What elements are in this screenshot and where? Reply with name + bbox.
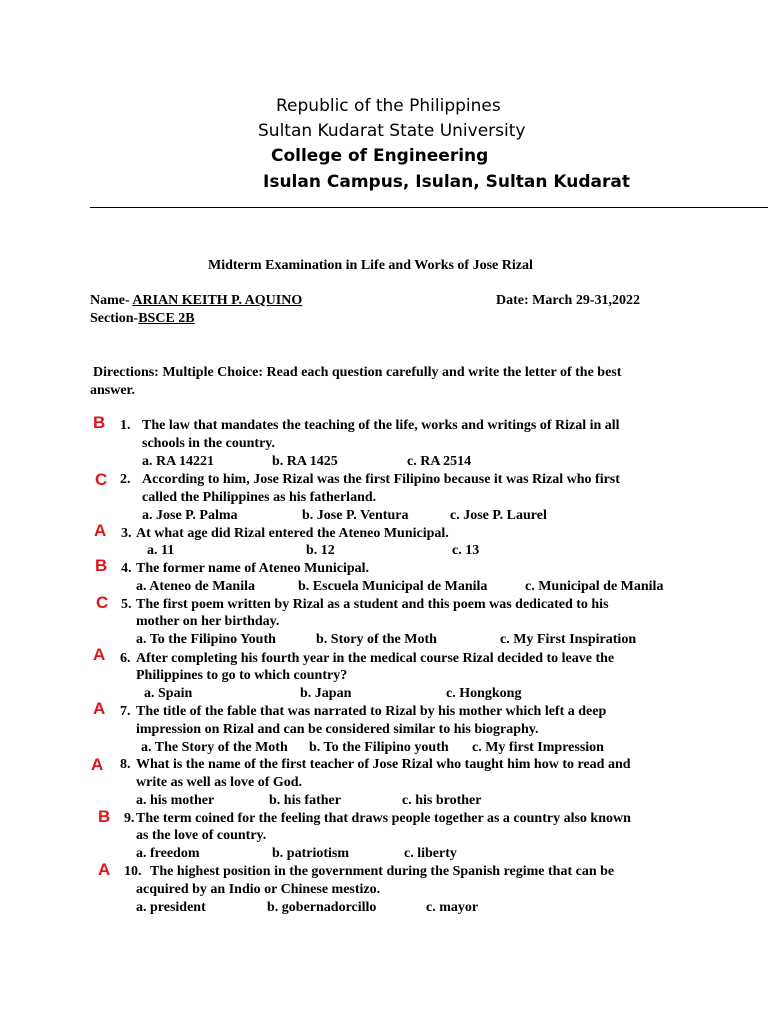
answer-mark: B [98, 807, 111, 826]
option-a: a. To the Filipino Youth [136, 632, 276, 647]
option-a: a. RA 14221 [142, 454, 214, 469]
question-text: as the love of country. [136, 828, 267, 843]
student-name-row [90, 292, 302, 309]
option-a: a. freedom [136, 846, 200, 861]
option-a: a. Spain [144, 686, 193, 701]
option-c: c. My First Inspiration [500, 632, 637, 647]
answer-mark: B [95, 556, 108, 575]
option-c: c. Jose P. Laurel [450, 508, 547, 523]
name-label: Name- [90, 293, 133, 308]
option-a: a. The Story of the Moth [141, 740, 288, 755]
option-c: c. 13 [452, 543, 480, 558]
question-number: 3. [121, 526, 132, 541]
section-value: BSCE 2B [138, 311, 195, 326]
option-a: a. his mother [136, 793, 215, 808]
question-text: What is the name of the first teacher of Jose Rizal who taught him how to read and [136, 757, 631, 772]
header-campus: Isulan Campus, Isulan, Sultan Kudarat [263, 172, 631, 192]
question-text: The first poem written by Rizal as a student and this poem was dedicated to his [136, 597, 609, 612]
question-text: The law that mandates the teaching of the life, works and writings of Rizal in all [142, 418, 620, 433]
option-c: c. Municipal de Manila [525, 579, 664, 594]
answer-mark: C [96, 593, 109, 612]
answer-mark: A [98, 860, 111, 879]
question-text: According to him, Jose Rizal was the first Filipino because it was Rizal who first [142, 472, 620, 487]
section-label: Section- [90, 311, 139, 326]
answer-mark: B [93, 413, 106, 432]
exam-title: Midterm Examination in Life and Works of Jose Rizal [208, 258, 533, 273]
answer-mark: C [95, 470, 108, 489]
question-text: write as well as love of God. [136, 775, 303, 790]
question-text: impression on Rizal and can be considered similar to his biography. [136, 722, 539, 737]
option-b: b. patriotism [272, 846, 349, 861]
question-text: The highest position in the government during the Spanish regime that can be [150, 864, 615, 879]
question-number: 8. [120, 757, 131, 772]
question-number: 2. [120, 472, 131, 487]
option-a: a. Ateneo de Manila [136, 579, 255, 594]
directions-line-2: answer. [90, 383, 135, 398]
option-b: b. 12 [306, 543, 335, 558]
option-c: c. his brother [402, 793, 482, 808]
question-number: 4. [121, 561, 132, 576]
question-number: 7. [120, 704, 131, 719]
option-c: c. My first Impression [472, 740, 604, 755]
question-text: The title of the fable that was narrated to Rizal by his mother which left a deep [136, 704, 607, 719]
question-text: At what age did Rizal entered the Ateneo Municipal. [136, 526, 449, 541]
header-country: Republic of the Philippines [276, 96, 501, 116]
student-name: ARIAN KEITH P. AQUINO [132, 293, 303, 308]
option-b: b. Jose P. Ventura [302, 508, 409, 523]
question-text: called the Philippines as his fatherland. [142, 490, 377, 505]
question-text: Philippines to go to which country? [136, 668, 348, 683]
question-text: mother on her birthday. [136, 614, 280, 629]
question-text: The former name of Ateneo Municipal. [136, 561, 370, 576]
answer-mark: A [93, 645, 106, 664]
option-c: c. RA 2514 [407, 454, 472, 469]
question-number: 6. [120, 651, 131, 666]
question-number: 5. [121, 597, 132, 612]
option-c: c. mayor [426, 900, 479, 915]
header-divider [90, 207, 768, 208]
directions-line-1: Directions: Multiple Choice: Read each question carefully and write the letter of the best [93, 365, 622, 380]
option-b: b. To the Filipino youth [309, 740, 449, 755]
question-number: 9. [124, 811, 135, 826]
question-text: schools in the country. [142, 436, 276, 451]
option-b: b. gobernadorcillo [267, 900, 377, 915]
option-b: b. Japan [300, 686, 352, 701]
option-b: b. his father [269, 793, 341, 808]
question-number: 1. [120, 418, 131, 433]
question-text: After completing his fourth year in the medical course Rizal decided to leave the [136, 651, 615, 666]
option-c: c. liberty [404, 846, 457, 861]
header-college: College of Engineering [271, 146, 489, 166]
header-university: Sultan Kudarat State University [258, 121, 526, 141]
option-a: a. 11 [147, 543, 175, 558]
option-c: c. Hongkong [446, 686, 522, 701]
answer-mark: A [91, 755, 104, 774]
question-text: acquired by an Indio or Chinese mestizo. [136, 882, 381, 897]
option-a: a. president [136, 900, 206, 915]
answer-mark: A [93, 699, 106, 718]
question-text: The term coined for the feeling that draws people together as a country also known [136, 811, 631, 826]
answer-mark: A [94, 521, 107, 540]
option-b: b. Story of the Moth [316, 632, 437, 647]
question-number: 10. [124, 864, 142, 879]
exam-date: Date: March 29-31,2022 [496, 293, 640, 308]
option-a: a. Jose P. Palma [142, 508, 238, 523]
section-row [90, 310, 195, 327]
option-b: b. Escuela Municipal de Manila [298, 579, 488, 594]
option-b: b. RA 1425 [272, 454, 338, 469]
